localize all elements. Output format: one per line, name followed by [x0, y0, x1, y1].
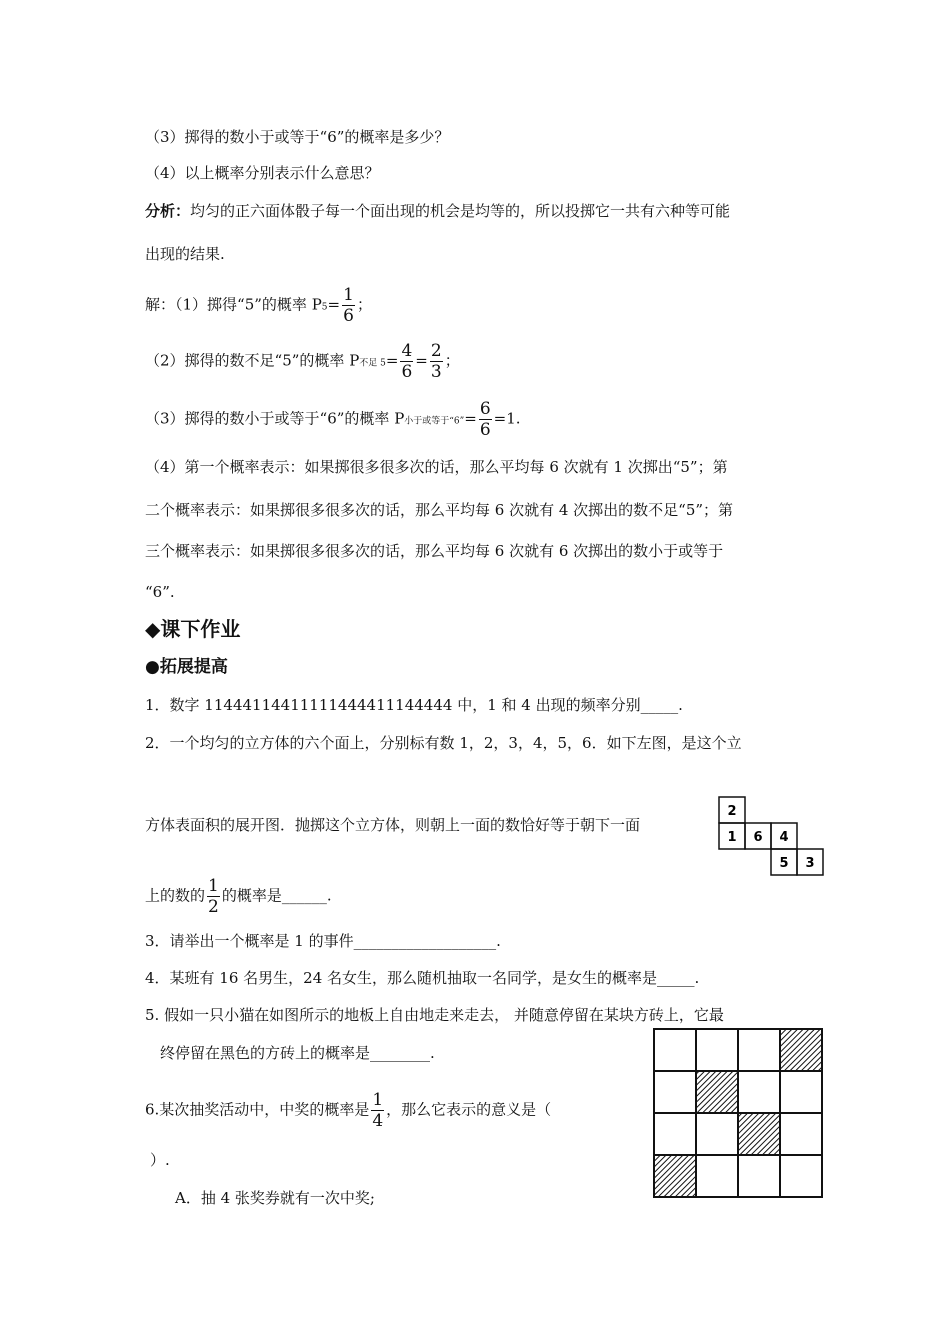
- analysis-label: 分析：: [145, 202, 191, 220]
- solution-2: [145, 341, 460, 382]
- exercise-6-option-a: A．抽 4 张奖券就有一次中奖;: [175, 1189, 375, 1207]
- white-tile: [654, 1071, 696, 1113]
- cube-net-figure: [718, 796, 828, 876]
- exercise-4: 4．某班有 16 名男生，24 名女生，那么随机抽取一名同学，是女生的概率是_____.: [145, 969, 700, 987]
- section-title: ◆课下作业: [145, 617, 241, 641]
- question-4: （4）以上概率分别表示什么意思？: [145, 164, 380, 182]
- solution-2-sub: 不足 5: [359, 358, 386, 369]
- analysis-line-2: 出现的结果.: [145, 245, 225, 263]
- subsection-title: ●拓展提高: [145, 657, 228, 677]
- cube-face-label: 1: [727, 830, 737, 845]
- fraction-1-2: [207, 876, 220, 917]
- solution-4-line-1: （4）第一个概率表示：如果掷很多很多次的话，那么平均每 6 次就有 1 次掷出“5”；第: [145, 458, 728, 476]
- fraction-denominator: 2: [208, 897, 219, 917]
- solution-1-sub: 5: [321, 302, 328, 313]
- solution-3-sub: 小于或等于“6”: [404, 416, 465, 427]
- solution-3-end: =1.: [493, 409, 521, 428]
- fraction-numerator: 1: [372, 1090, 384, 1110]
- black-tile: [696, 1071, 738, 1113]
- solution-3: [145, 399, 521, 440]
- solution-3-text: （3）掷得的数小于或等于“6”的概率 P: [145, 409, 405, 428]
- cube-face-label: 4: [779, 830, 789, 845]
- fraction-numerator: 1: [343, 285, 354, 305]
- exercise-5-line-1: 5. 假如一只小猫在如图所示的地板上自由地走来走去， 并随意停留在某块方砖上，它最: [145, 1006, 724, 1024]
- exercise-2-post: 的概率是______.: [221, 886, 332, 905]
- white-tile: [654, 1029, 696, 1071]
- fraction-numerator: 1: [208, 876, 219, 896]
- fraction-denominator: 3: [430, 362, 442, 382]
- solution-1-end: ；: [356, 295, 372, 314]
- question-3: （3）掷得的数小于或等于“6”的概率是多少？: [145, 128, 450, 146]
- analysis-text-1: 均匀的正六面体骰子每一个面出现的机会是均等的，所以投掷它一共有六种等可能: [190, 202, 731, 220]
- black-tile: [738, 1113, 780, 1155]
- floor-tile-grid-figure: [652, 1027, 824, 1201]
- fraction-numerator: 6: [479, 399, 491, 419]
- solution-2-eq2: =: [415, 351, 428, 370]
- solution-1-eq: =: [327, 295, 341, 314]
- fraction-numerator: 2: [430, 341, 442, 361]
- solution-4-line-4: “6”.: [145, 583, 175, 601]
- white-tile: [780, 1155, 822, 1197]
- white-tile: [696, 1029, 738, 1071]
- white-tile: [696, 1155, 738, 1197]
- white-tile: [738, 1029, 780, 1071]
- black-tile: [654, 1155, 696, 1197]
- exercise-2-pre: 上的数的: [145, 886, 206, 905]
- fraction-denominator: 6: [401, 362, 413, 382]
- fraction-1-4: [371, 1090, 384, 1131]
- analysis-line-1: [145, 201, 730, 221]
- cube-face-label: 6: [753, 830, 763, 845]
- exercise-3: 3．请举出一个概率是 1 的事件___________________.: [145, 932, 501, 950]
- white-tile: [738, 1071, 780, 1113]
- exercise-2-line-2: 方体表面积的展开图．抛掷这个立方体，则朝上一面的数恰好等于朝下一面: [145, 816, 641, 834]
- white-tile: [780, 1113, 822, 1155]
- white-tile: [780, 1071, 822, 1113]
- fraction-2-3: [430, 341, 443, 382]
- white-tile: [696, 1113, 738, 1155]
- fraction-1-6: [342, 285, 355, 326]
- black-tile: [780, 1029, 822, 1071]
- solution-2-eq: =: [385, 351, 399, 370]
- fraction-denominator: 6: [343, 306, 354, 326]
- cube-face-label: 2: [727, 804, 737, 819]
- solution-2-text: （2）掷得的数不足“5”的概率 P: [145, 351, 360, 370]
- fraction-numerator: 4: [401, 341, 413, 361]
- exercise-2-line-1: 2．一个均匀的立方体的六个面上，分别标有数 1，2，3，4，5，6．如下左图，是这个立: [145, 734, 742, 752]
- solution-4-line-2: 二个概率表示：如果掷很多很多次的话，那么平均每 6 次就有 4 次掷出的数不足“5”；第: [145, 501, 734, 519]
- fraction-6-6: [479, 399, 492, 440]
- exercise-6-line-1: [145, 1090, 551, 1131]
- fraction-denominator: 4: [372, 1111, 384, 1131]
- solution-1: [145, 285, 372, 326]
- cube-face-label: 5: [779, 856, 789, 871]
- white-tile: [654, 1113, 696, 1155]
- exercise-6-post: ，那么它表示的意义是（: [386, 1100, 552, 1119]
- solution-1-text: 解：（1）掷得“5”的概率 P: [145, 295, 322, 314]
- exercise-2-line-3: [145, 876, 332, 917]
- solution-2-end: ；: [444, 351, 460, 370]
- solution-3-eq: =: [464, 409, 477, 428]
- fraction-denominator: 6: [479, 420, 491, 440]
- white-tile: [738, 1155, 780, 1197]
- solution-4-line-3: 三个概率表示：如果掷很多很多次的话，那么平均每 6 次就有 6 次掷出的数小于或等于: [145, 542, 724, 560]
- fraction-4-6: [400, 341, 413, 382]
- exercise-1: 1．数字 11444114411111444411144444 中，1 和 4 出现的频率分别_____.: [145, 696, 683, 714]
- exercise-6-pre: 6.某次抽奖活动中，中奖的概率是: [145, 1100, 370, 1119]
- exercise-5-line-2: 终停留在黑色的方砖上的概率是________.: [160, 1044, 435, 1062]
- cube-face-label: 3: [805, 856, 815, 871]
- exercise-6-line-2: ）.: [150, 1151, 170, 1169]
